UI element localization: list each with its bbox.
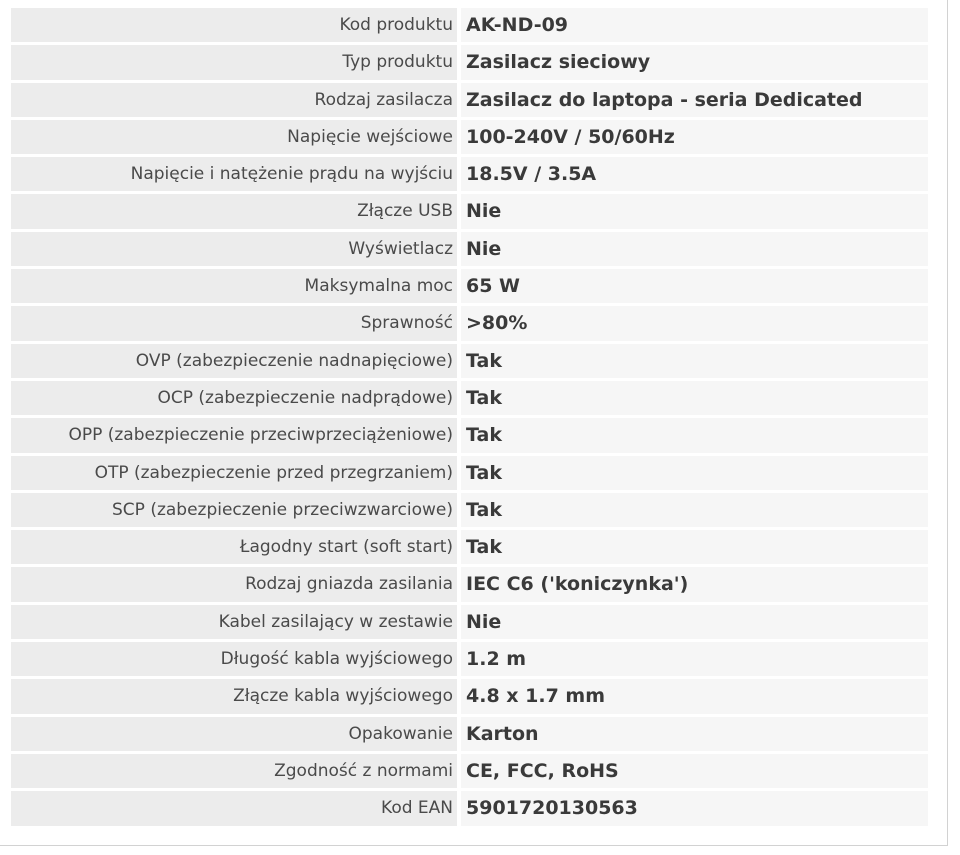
spec-row bbox=[11, 679, 928, 713]
spec-value: Tak bbox=[461, 344, 928, 378]
spec-label: OCP (zabezpieczenie nadprądowe) bbox=[11, 381, 457, 415]
spec-row bbox=[11, 8, 928, 42]
spec-value: IEC C6 ('koniczynka') bbox=[461, 567, 928, 601]
spec-label: Rodzaj zasilacza bbox=[11, 83, 457, 117]
spec-label: OTP (zabezpieczenie przed przegrzaniem) bbox=[11, 456, 457, 490]
spec-value: >80% bbox=[461, 306, 928, 340]
spec-value: Zasilacz sieciowy bbox=[461, 45, 928, 79]
spec-label: Łagodny start (soft start) bbox=[11, 530, 457, 564]
spec-row bbox=[11, 194, 928, 228]
spec-value: 1.2 m bbox=[461, 642, 928, 676]
spec-value: Tak bbox=[461, 456, 928, 490]
spec-row bbox=[11, 45, 928, 79]
spec-label: Maksymalna moc bbox=[11, 269, 457, 303]
spec-label: Złącze kabla wyjściowego bbox=[11, 679, 457, 713]
spec-row bbox=[11, 83, 928, 117]
spec-label: Opakowanie bbox=[11, 717, 457, 751]
spec-row bbox=[11, 717, 928, 751]
spec-value: Nie bbox=[461, 232, 928, 266]
spec-row bbox=[11, 605, 928, 639]
spec-row bbox=[11, 530, 928, 564]
spec-label: Długość kabla wyjściowego bbox=[11, 642, 457, 676]
spec-label: OVP (zabezpieczenie nadnapięciowe) bbox=[11, 344, 457, 378]
spec-row bbox=[11, 269, 928, 303]
spec-label: Kod EAN bbox=[11, 791, 457, 825]
spec-label: Zgodność z normami bbox=[11, 754, 457, 788]
spec-label: OPP (zabezpieczenie przeciwprzeciążeniowe) bbox=[11, 418, 457, 452]
spec-label: Złącze USB bbox=[11, 194, 457, 228]
spec-row bbox=[11, 493, 928, 527]
spec-row bbox=[11, 344, 928, 378]
spec-value: CE, FCC, RoHS bbox=[461, 754, 928, 788]
spec-row bbox=[11, 306, 928, 340]
spec-value: Tak bbox=[461, 530, 928, 564]
spec-label: Kabel zasilający w zestawie bbox=[11, 605, 457, 639]
spec-row bbox=[11, 381, 928, 415]
spec-label: Kod produktu bbox=[11, 8, 457, 42]
spec-value: Tak bbox=[461, 493, 928, 527]
spec-label: SCP (zabezpieczenie przeciwzwarciowe) bbox=[11, 493, 457, 527]
spec-row bbox=[11, 456, 928, 490]
spec-value: Tak bbox=[461, 418, 928, 452]
spec-row bbox=[11, 232, 928, 266]
spec-label: Sprawność bbox=[11, 306, 457, 340]
spec-row bbox=[11, 791, 928, 825]
spec-table bbox=[11, 8, 928, 829]
spec-row bbox=[11, 642, 928, 676]
spec-row bbox=[11, 120, 928, 154]
spec-row bbox=[11, 157, 928, 191]
spec-value: Nie bbox=[461, 605, 928, 639]
spec-value: Nie bbox=[461, 194, 928, 228]
spec-value: 100-240V / 50/60Hz bbox=[461, 120, 928, 154]
spec-value: 65 W bbox=[461, 269, 928, 303]
spec-value: 18.5V / 3.5A bbox=[461, 157, 928, 191]
spec-value: 4.8 x 1.7 mm bbox=[461, 679, 928, 713]
spec-label: Wyświetlacz bbox=[11, 232, 457, 266]
spec-value: Karton bbox=[461, 717, 928, 751]
spec-label: Napięcie i natężenie prądu na wyjściu bbox=[11, 157, 457, 191]
spec-label: Rodzaj gniazda zasilania bbox=[11, 567, 457, 601]
spec-row bbox=[11, 418, 928, 452]
spec-value: 5901720130563 bbox=[461, 791, 928, 825]
spec-row bbox=[11, 754, 928, 788]
spec-label: Napięcie wejściowe bbox=[11, 120, 457, 154]
spec-value: AK-ND-09 bbox=[461, 8, 928, 42]
spec-value: Tak bbox=[461, 381, 928, 415]
spec-label: Typ produktu bbox=[11, 45, 457, 79]
spec-row bbox=[11, 567, 928, 601]
spec-value: Zasilacz do laptopa - seria Dedicated bbox=[461, 83, 928, 117]
